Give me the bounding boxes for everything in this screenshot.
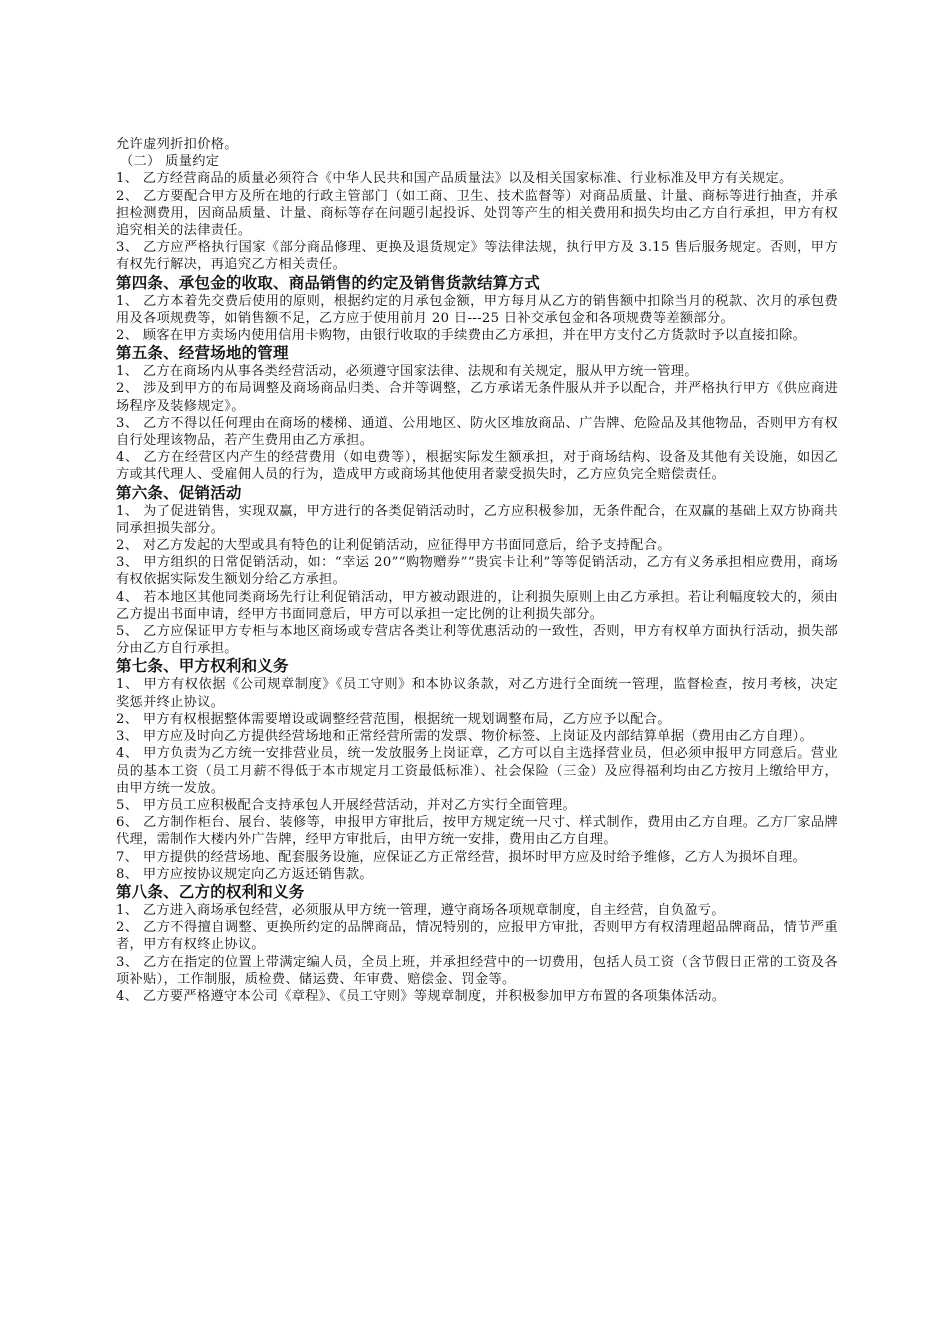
section-6-heading: 第六条、促销活动 (116, 483, 242, 502)
section-6-item-3: 3、 甲方组织的日常促销活动，如：“幸运 20”“购物赠券”“贵宾卡让利”等等促销活动，乙方有义务承担相应费用，商场有权依据实际发生额划分给乙方承担。 (116, 555, 838, 588)
section-6-item-2: 2、 对乙方发起的大型或具有特色的让利促销活动，应征得甲方书面同意后，给予支持配合。 (116, 538, 671, 554)
intro-line: 允许虚列折扣价格。 (116, 137, 238, 152)
section-7-item-5: 5、 甲方员工应积极配合支持承包人开展经营活动，并对乙方实行全面管理。 (116, 797, 577, 813)
section-7-item-4: 4、 甲方负责为乙方统一安排营业员，统一发放服务上岗证章，乙方可以自主选择营业员，但必须申报甲方同意后。营业员的基本工资（员工月薪不得低于本市规定月工资最低标准）、社会保险（三金）及应得福利均由乙方按月上缴给甲方，由甲方统一发放。 (116, 746, 838, 796)
section-8-item-3: 3、 乙方在指定的位置上带满定编人员，全员上班，并承担经营中的一切费用，包括人员工资（含节假日正常的工资及各项补贴），工作制服，质检费、储运费、年审费、赔偿金、罚金等。 (116, 954, 838, 987)
section-8-item-4: 4、 乙方要严格遵守本公司《章程》、《员工守则》等规章制度，并积极参加甲方布置的各项集体活动。 (116, 988, 726, 1004)
section-8-heading: 第八条、乙方的权利和义务 (116, 882, 305, 901)
section-4-heading: 第四条、承包金的收取、商品销售的约定及销售货款结算方式 (116, 273, 540, 292)
section-7-heading: 第七条、甲方权利和义务 (116, 657, 289, 676)
section-8-item-2: 2、 乙方不得擅自调整、更换所约定的品牌商品，情况特别的，应报甲方审批，否则甲方有权清理超品牌商品，情节严重者，甲方有权终止协议。 (116, 920, 838, 953)
section-7-item-3: 3、 甲方应及时向乙方提供经营场地和正常经营所需的发票、物价标签、上岗证及内部结算单据（费用由乙方自理）。 (116, 729, 814, 745)
section-6-item-5: 5、 乙方应保证甲方专柜与本地区商场或专营店各类让利等优惠活动的一致性，否则，甲方有权单方面执行活动，损失部分由乙方自行承担。 (116, 624, 838, 657)
section-6-item-4: 4、 若本地区其他同类商场先行让利促销活动，甲方被动跟进的，让利损失原则上由乙方承担。若让利幅度较大的，须由乙方提出书面申请，经甲方书面同意后，甲方可以承担一定比例的让利损失部分。 (116, 589, 838, 622)
section-8-item-1: 1、 乙方进入商场承包经营，必须服从甲方统一管理，遵守商场各项规章制度，自主经营，自负盈亏。 (116, 902, 725, 918)
section-7-item-7: 7、 甲方提供的经营场地、配套服务设施，应保证乙方正常经营，损坏时甲方应及时给予维修，乙方人为损坏自理。 (116, 849, 807, 865)
section-5-heading: 第五条、经营场地的管理 (116, 344, 289, 363)
section-7-item-6: 6、 乙方制作柜台、展台、装修等，申报甲方审批后，按甲方规定统一尺寸、样式制作，费用由乙方自理。乙方厂家品牌代理，需制作大楼内外广告牌，经甲方审批后，由甲方统一安排，费用由乙方自理。 (116, 815, 838, 848)
section-5-item-1: 1、 乙方在商场内从事各类经营活动，必须遵守国家法律、法规和有关规定，服从甲方统一管理。 (116, 364, 698, 380)
section-7-item-8: 8、 甲方应按协议规定向乙方返还销售款。 (116, 866, 373, 882)
quality-item-1: 1、 乙方经营商品的质量必须符合《中华人民共和国产品质量法》以及相关国家标准、行业标准及甲方有关规定。 (116, 171, 793, 187)
section-7-item-2: 2、 甲方有权根据整体需要增设或调整经营范围，根据统一规划调整布局，乙方应予以配合。 (116, 711, 671, 727)
section-5-item-3: 3、 乙方不得以任何理由在商场的楼梯、通道、公用地区、防火区堆放商品、广告牌、危险品及其他物品，否则甲方有权自行处理该物品，若产生费用由乙方承担。 (116, 415, 838, 449)
quality-item-3: 3、 乙方应严格执行国家《部分商品修理、更换及退货规定》等法律法规，执行甲方及 3.15 售后服务规定。否则，甲方有权先行解决，再追究乙方相关责任。 (116, 240, 838, 273)
section-6-item-1: 1、 为了促进销售，实现双赢，甲方进行的各类促销活动时，乙方应积极参加，无条件配合，在双赢的基础上双方协商共同承担损失部分。 (116, 503, 838, 536)
section-4-item-2: 2、 顾客在甲方卖场内使用信用卡购物，由银行收取的手续费由乙方承担，并在甲方支付乙方货款时予以直接扣除。 (116, 328, 807, 344)
section-5-item-2: 2、 涉及到甲方的布局调整及商场商品归类、合并等调整，乙方承诺无条件服从并予以配合，并严格执行甲方《供应商进场程序及装修规定》。 (116, 381, 838, 414)
section-5-item-4: 4、 乙方在经营区内产生的经营费用（如电费等），根据实际发生额承担，对于商场结构、设备及其他有关设施，如因乙方或其代理人、受雇佣人员的行为，造成甲方或商场其他使用者蒙受损失时，乙方应负完全赔偿责任。 (116, 450, 838, 483)
contract-document (116, 136, 838, 1005)
quality-subtitle: （二） 质量约定 (120, 154, 220, 170)
section-7-item-1: 1、 甲方有权依据《公司规章制度》《员工守则》和本协议条款，对乙方进行全面统一管理，监督检查，按月考核，决定奖惩并终止协议。 (116, 677, 838, 710)
section-4-item-1: 1、 乙方本着先交费后使用的原则，根据约定的月承包金额，甲方每月从乙方的销售额中扣除当月的税款、次月的承包费用及各项规费等，如销售额不足，乙方应于使用前月 20 日---25 日补交承包金和各项规费等差额部分。 (116, 293, 838, 326)
quality-item-2: 2、 乙方要配合甲方及所在地的行政主管部门（如工商、卫生、技术监督等）对商品质量、计量、商标等进行抽查，并承担检测费用，因商品质量、计量、商标等存在问题引起投诉、处罚等产生的相关费用和损失均由乙方自行承担，甲方有权追究相关的法律责任。 (116, 188, 838, 239)
